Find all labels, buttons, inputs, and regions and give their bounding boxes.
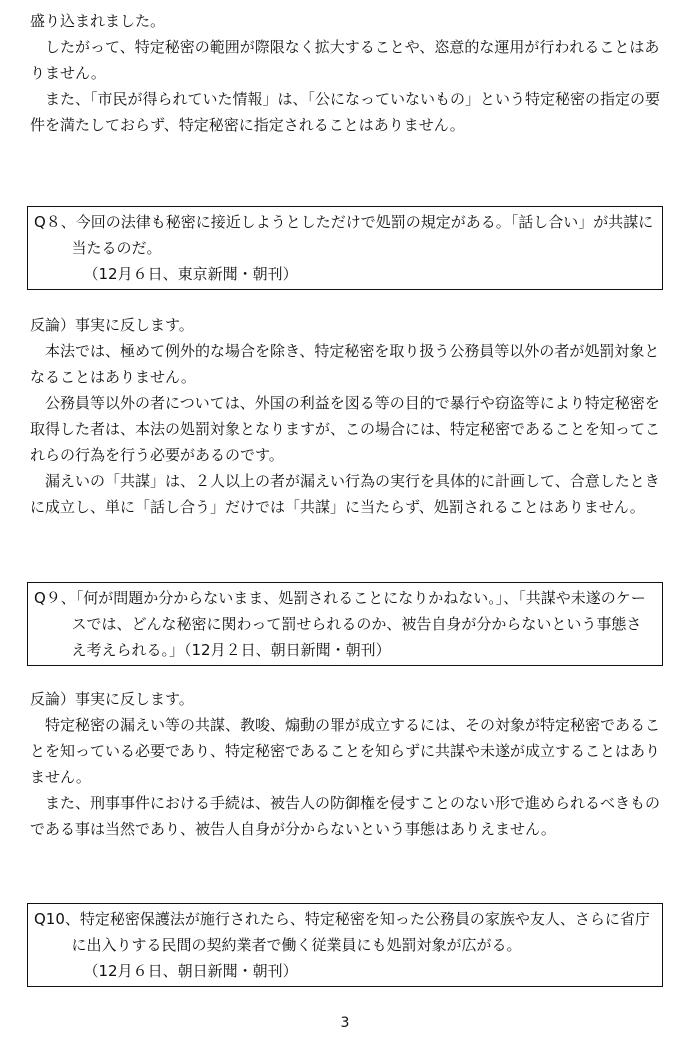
answer-paragraph-q8-3: 漏えいの「共謀」は、２人以上の者が漏えい行為の実行を具体的に計画して、合意したときに成立し、単に「話し合う」だけでは「共謀」に当たらず、処罰されることはありません。 [30,472,660,516]
answer-paragraph-q8-2: 公務員等以外の者については、外国の利益を図る等の目的で暴行や窃盗等により特定秘密を取得した者は、本法の処罰対象となりますが、この場合には、特定秘密であることを知ってこれらの行為を行う必要があるのです。 [30,394,661,464]
intro-paragraph-2: また、「市民が得られていた情報」は、「公になっていないもの」という特定秘密の指定の要件を満たしておらず、特定秘密に指定されることはありません。 [30,90,661,134]
question-text-q8: Q８、今回の法律も秘密に接近しようとしただけで処罰の規定がある。「話し合い」が共謀に当たるのだ。 [34,213,654,257]
page-number: 3 [340,1015,350,1031]
answer-section-q8 [30,312,666,520]
question-box-q8 [27,206,663,290]
answer-paragraph-q8-1: 本法では、極めて例外的な場合を除き、特定秘密を取り扱う公務員等以外の者が処罰対象となることはありません。 [30,342,660,386]
intro-section [30,8,666,138]
answer-section-q9 [30,686,666,842]
question-text-q10: Q10、特定秘密保護法が施行されたら、特定秘密を知った公務員の家族や友人、さらに省庁に出入りする民間の契約業者で働く従業員にも処罰対象が広がる。 [34,910,650,954]
intro-paragraph-1: したがって、特定秘密の範囲が際限なく拡大することや、恣意的な運用が行われることはありません。 [30,38,660,82]
intro-continuation: 盛り込まれました。 [30,12,166,30]
answer-heading-q9: 反論）事実に反します。 [30,690,194,708]
question-text-q9: Q９、「何が問題か分からないまま、処罰されることになりかねない。」、「共謀や未遂のケースでは、どんな秘密に関わって罰せられるのか、被告自身が分からないという事態さえ考えられる。」（12月２日、朝日新聞・朝刊） [34,589,646,659]
answer-paragraph-q9-1: 特定秘密の漏えい等の共謀、教唆、煽動の罪が成立するには、その対象が特定秘密であることを知っている必要であり、特定秘密であることを知らずに共謀や未遂が成立することはありません。 [30,716,661,786]
answer-heading-q8: 反論）事実に反します。 [30,316,194,334]
question-source-q10: （12月６日、朝日新聞・朝刊） [83,962,298,980]
answer-paragraph-q9-2: また、刑事事件における手続は、被告人の防御権を侵すことのない形で進められるべきものである事は当然であり、被告人自身が分からないという事態はありえません。 [30,794,661,838]
question-box-q9 [27,582,663,666]
question-box-q10 [27,903,663,987]
question-source-q8: （12月６日、東京新聞・朝刊） [83,265,298,283]
